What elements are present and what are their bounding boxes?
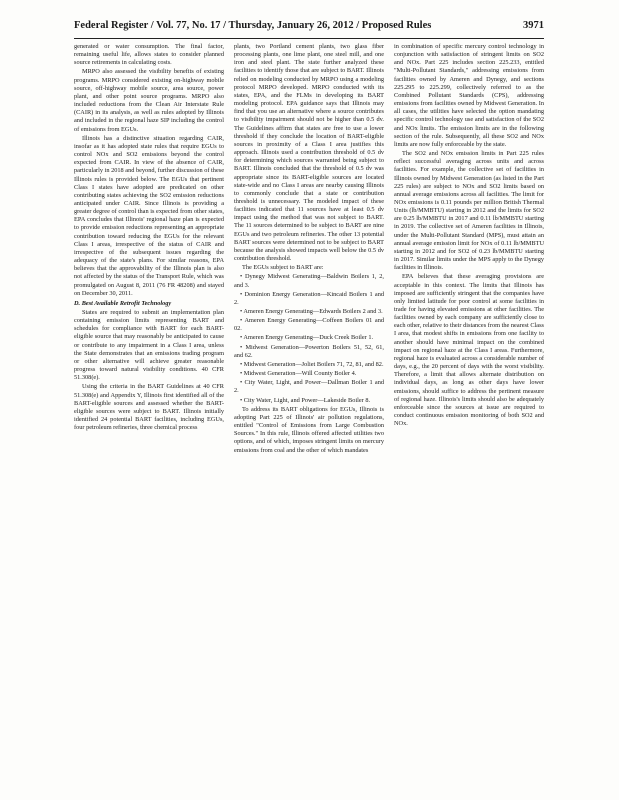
paragraph: The SO2 and NOx emission limits in Part 225 rules reflect successful averaging across units and across facilities. For example, the collective set of facilities in Illinois owned by Midwest Generation (as listed in the Part 225 rules) are subject to NOx and SO2 limits based on annual average emissions across all facilities. The limit for NOx emissions is 0.11 pounds per million British Thermal Units (lb/MMBTU) starting in 2012 and the limits for SO2 are 0.25 lb/MMBTU in 2017 and 0.11 lb/MMBTU starting in 2019. The collective set of Ameren facilities in Illinois, under the Multi-Pollutant Standard (MPS), must attain an annual average emission limit for NOx of 0.11 lb/MMBTU starting in 2012 and for SO2 of 0.23 lb/MMBTU starting in 2017. Similar limits under the MPS apply to the Dynegy facilities in Illinois. [394, 150, 544, 272]
list-item: • Dominion Energy Generation—Kincaid Boilers 1 and 2. [234, 290, 384, 306]
page-number: 3971 [523, 20, 544, 31]
paragraph: MRPO also assessed the visibility benefits of existing programs. MRPO considered existing on-highway mobile source, off-highway mobile source, area source, power plant, and other point source programs. MRPO also included reductions from the Clean Air Interstate Rule (CAIR) in its analysis, as well as rules adopted by Illinois and included in the regional haze SIP including the control of emissions from EGUs. [74, 68, 224, 133]
page-header [74, 20, 544, 38]
paragraph: generated or water consumption. The final factor, remaining useful life, allows states to consider planned source retirements in calculating costs. [74, 43, 224, 67]
list-item: • Midwest Generation—Will County Boiler 4. [240, 370, 357, 378]
text-column-1 [74, 43, 224, 763]
list-item: • Dynegy Midwest Generating—Baldwin Boilers 1, 2, and 3. [234, 273, 384, 289]
paragraph: plants, two Portland cement plants, two glass fiber processing plants, one lime plant, one steel mill, and one iron and steel plant. The state further analyzed these facilities to identify those that are subject to BART. Illinois relied on modeling conducted by MRPO using a modeling protocol MRPO developed. MRPO conducted with its states, EPA, and the FLMs in developing its BART modeling protocol. EPA guidance says that Illinois may find that you use an alternative where a source contributes to visibility impairment should not be higher than 0.5 dv. The Guidelines affirm that states are free to use a lower threshold if they conclude the location of BART-eligible sources in proximity of a Class I area justifies this approach. Illinois used a contribution threshold of 0.5 dv for determining which sources warranted being subject to BART. Illinois concluded that the threshold of 0.5 dv was appropriate since its BART-eligible sources are located state-wide and no Class I areas are nearby causing Illinois to commonly conclude that a state or contribution threshold is unnecessary. The modeled impact of these facilities indicated that 11 sources have at least 0.5 dv impact using the method that was not subject to BART. The 11 sources determined to be subject to BART are nine EGUs and two petroleum refineries. The other 13 potential BART sources were determined not to be subject to BART because the analysis showed impacts well below the 0.5 dv contribution threshold. [234, 43, 384, 263]
list-item: • Midwest Generation—Joliet Boilers 71, 72, 81, and 82. [240, 360, 384, 368]
list-item: • Ameren Energy Generating—Edwards Boilers 2 and 3. [240, 308, 383, 315]
section-heading: D. Best Available Retrofit Technology [74, 299, 172, 307]
text-column-3 [394, 43, 544, 763]
paragraph: Using the criteria in the BART Guidelines at 40 CFR 51.308(e) and Appendix Y, Illinois first identified all of the BART-eligible sources and assessed whether the BART-eligible sources were subject to BART. Illinois initially identified 24 potential BART facilities, including EGUs, four petroleum refineries, three chemical process [74, 383, 224, 432]
paragraph: The EGUs subject to BART are: [242, 264, 324, 272]
running-head: Federal Register / Vol. 77, No. 17 / Thursday, January 26, 2012 / Proposed Rules [74, 20, 432, 31]
list-item: • City Water, Light, and Power—Dallman Boiler 1 and 2. [234, 379, 384, 395]
header-rule [74, 38, 544, 39]
paragraph: Illinois has a distinctive situation regarding CAIR, insofar as it has adopted state rules that require EGUs to control NOx and SO2 emissions beyond the control expected from CAIR. In view of the absence of CAIR, particularly in 2018 and beyond, further discussion of these Illinois rules is provided below. The EGUs that pertinent Class I states have adopted are predicated on other contributing states achieving the SO2 emission reductions anticipated under CAIR. Since Illinois is providing a greater degree of control than is expected from other states, EPA concludes that Illinois' regional haze plan is expected to provide emission reductions representing an appropriate contribution toward reducing the EGUs for the relevant Class I areas, irrespective of the status of CAIR and irrespective of the subsequent issues regarding the adequacy of the state's plans. For similar reasons, EPA believes that the approvability of the Illinois plan is also not affected by the status of the Transport Rule, which was promulgated on August 8, 2011 (76 FR 48208) and stayed on December 30, 2011. [74, 134, 224, 297]
paragraph: States are required to submit an implementation plan containing emission limits representing BART and schedules for compliance with BART for each BART-eligible source that may reasonably be anticipated to cause or contribute to any impairment in a Class I area, unless the State demonstrates that an emissions trading program or other alternative will achieve greater reasonable progress toward natural visibility conditions. 40 CFR 51.308(e). [74, 309, 224, 382]
list-item: • Ameren Energy Generating—Duck Creek Boiler 1. [240, 334, 374, 342]
text-column-2 [234, 43, 384, 763]
list-item: • City Water, Light, and Power—Lakeside Boiler 8. [240, 396, 371, 404]
paragraph: in combination of specific mercury control technology in conjunction with satisfaction of stringent limits on SO2 and NOx. Part 225 includes section 225.233, entitled "Multi-Pollutant Standards," addressing emissions from facilities owned by Ameren and Dynegy, and sections 225.295 to 225.299, collectively referred to as the Combined Pollutant Standards (CPS), addressing emissions from facilities owned by Midwest Generation. In all cases, the utilities have selected the option mandating specific control technology use and satisfaction of the SO2 and NOx limits. The emission limits are in the following section of the rule. Subsequently, all these SO2 and NOx limits are now fully enforceable by the state. [394, 43, 544, 148]
paragraph: EPA believes that these averaging provisions are acceptable in this context. The limits that Illinois has imposed are sufficiently stringent that the companies have only limited latitude for poor control at some facilities in trade for having elevated emissions at other facilities. The facilities owned by each company are sufficiently close to each other, relative to their distances from the nearest Class I area, that modest shifts in emissions from one facility to another should have minimal impact on the combined impact on regional haze at the Class I areas. Furthermore, regional haze is evaluated across a considerable number of days, e.g., the 20 percent of days with the worst visibility. Therefore, a limit that allows alternate distribution on individual days, as long as other days have lower emissions, should suffice to address the pertinent measure of regional haze. Illinois's limits should also be adequately enforceable since the sources at issue are required to conduct continuous emission monitoring of both SO2 and NOx. [394, 273, 544, 428]
list-item: • Ameren Energy Generating—Coffeen Boilers 01 and 02. [234, 317, 384, 333]
list-item: • Midwest Generation—Powerton Boilers 51, 52, 61, and 62. [234, 343, 384, 359]
paragraph: To address its BART obligations for EGUs, Illinois is adopting Part 225 of Illinois' air pollution regulations, entitled "Control of Emissions from Large Combustion Sources." In this rule, Illinois offered affected utilities two options, and of which, imposes stringent limits on mercury emissions from coal and the other of which mandates [234, 405, 384, 454]
